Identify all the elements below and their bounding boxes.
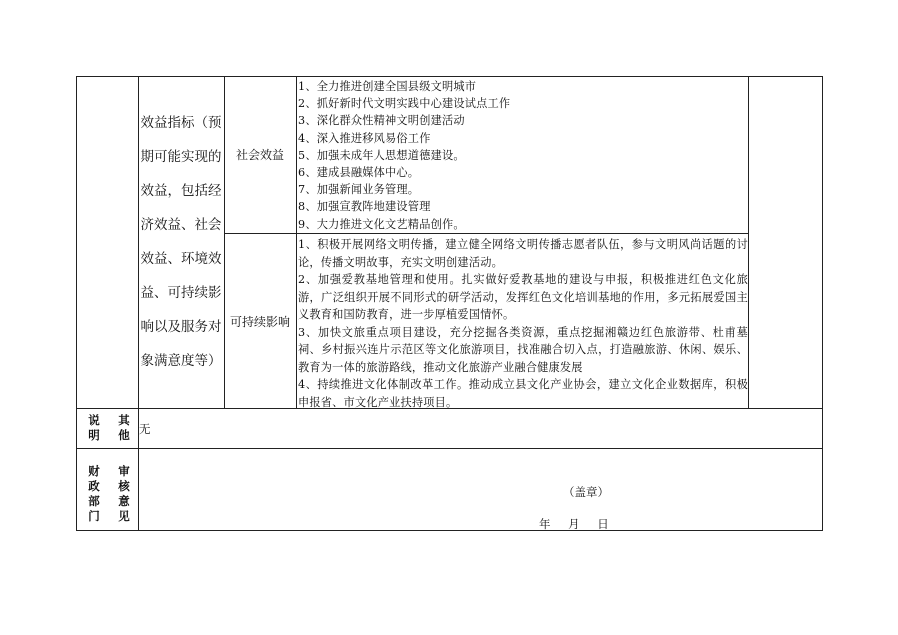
- table-left-border: [76, 76, 77, 531]
- list-item: 3、加快文旅重点项目建设，充分挖掘各类资源，重点挖掘湘赣边红色旅游带、杜甫墓祠、乡村振兴连片示范区等文化旅游项目，找准融合切入点，打造融旅游、休闲、娱乐、教育为一体的旅游路线，推动文化旅游产业融合健康发展: [298, 325, 748, 374]
- other-label-right: 其他: [118, 413, 130, 442]
- table-right-border: [822, 76, 823, 531]
- list-item: 6、建成县融媒体中心。: [298, 166, 420, 180]
- finance-label-left: 财政部门: [88, 464, 100, 523]
- row-divider-social: [224, 233, 748, 234]
- list-item: 2、抓好新时代文明实践中心建设试点工作: [298, 97, 511, 111]
- list-item: 9、大力推进文化文艺精品创作。: [298, 217, 465, 231]
- indicator-table: [76, 76, 823, 531]
- seal-text: （盖章）: [563, 485, 609, 499]
- list-item: 1、全力推进创建全国县级文明城市: [298, 80, 477, 93]
- row-divider-finance: [76, 448, 823, 449]
- sustainable-impact-label: 可持续影响: [229, 314, 290, 329]
- list-item: 4、深入推进移风易俗工作: [298, 131, 431, 145]
- list-item: 2、加强爱教基地管理和使用。扎实做好爱教基地的建设与申报，积极推进红色文化旅游，广泛组织开展不同形式的研学活动，发挥红色文化培训基地的作用，多元拓展爱国主义教育和国防教育，进一步厚植爱国情怀。: [298, 273, 748, 321]
- sustainable-impact-list: [297, 236, 748, 411]
- list-item: 8、加强宣教阵地建设管理: [298, 200, 431, 214]
- list-item: 4、持续推进文化体制改革工作。推动成立县文化产业协会，建立文化企业数据库，积极申报省、市文化产业扶持项目。: [298, 378, 748, 409]
- table-bottom-border: [76, 530, 823, 531]
- other-value: 无: [139, 422, 151, 436]
- list-item: 7、加强新闻业务管理。: [298, 183, 420, 197]
- list-item: 5、加强未成年人思想道德建设。: [298, 148, 465, 162]
- list-item: 3、深化群众性精神文明创建活动: [298, 114, 465, 128]
- benefit-indicator-cell: [138, 76, 224, 408]
- social-benefit-list: [297, 78, 748, 233]
- list-item: 1、积极开展网络文明传播，建立健全网络文明传播志愿者队伍，参与文明风尚话题的讨论，传播文明故事，充实文明创建活动。: [298, 238, 748, 269]
- other-label-left: 说明: [88, 413, 100, 442]
- finance-label-right: 审核意见: [118, 464, 130, 523]
- social-benefit-label: 社会效益: [235, 148, 284, 162]
- col-divider-4: [748, 76, 749, 409]
- benefit-indicator-description: （预期可能实现的效益，包括经济效益、社会效益、环境效益、可持续影响以及服务对象满意度等）: [140, 115, 222, 369]
- date-line: 年 月 日: [539, 517, 609, 531]
- benefit-indicator-title: 效益指标: [140, 115, 195, 131]
